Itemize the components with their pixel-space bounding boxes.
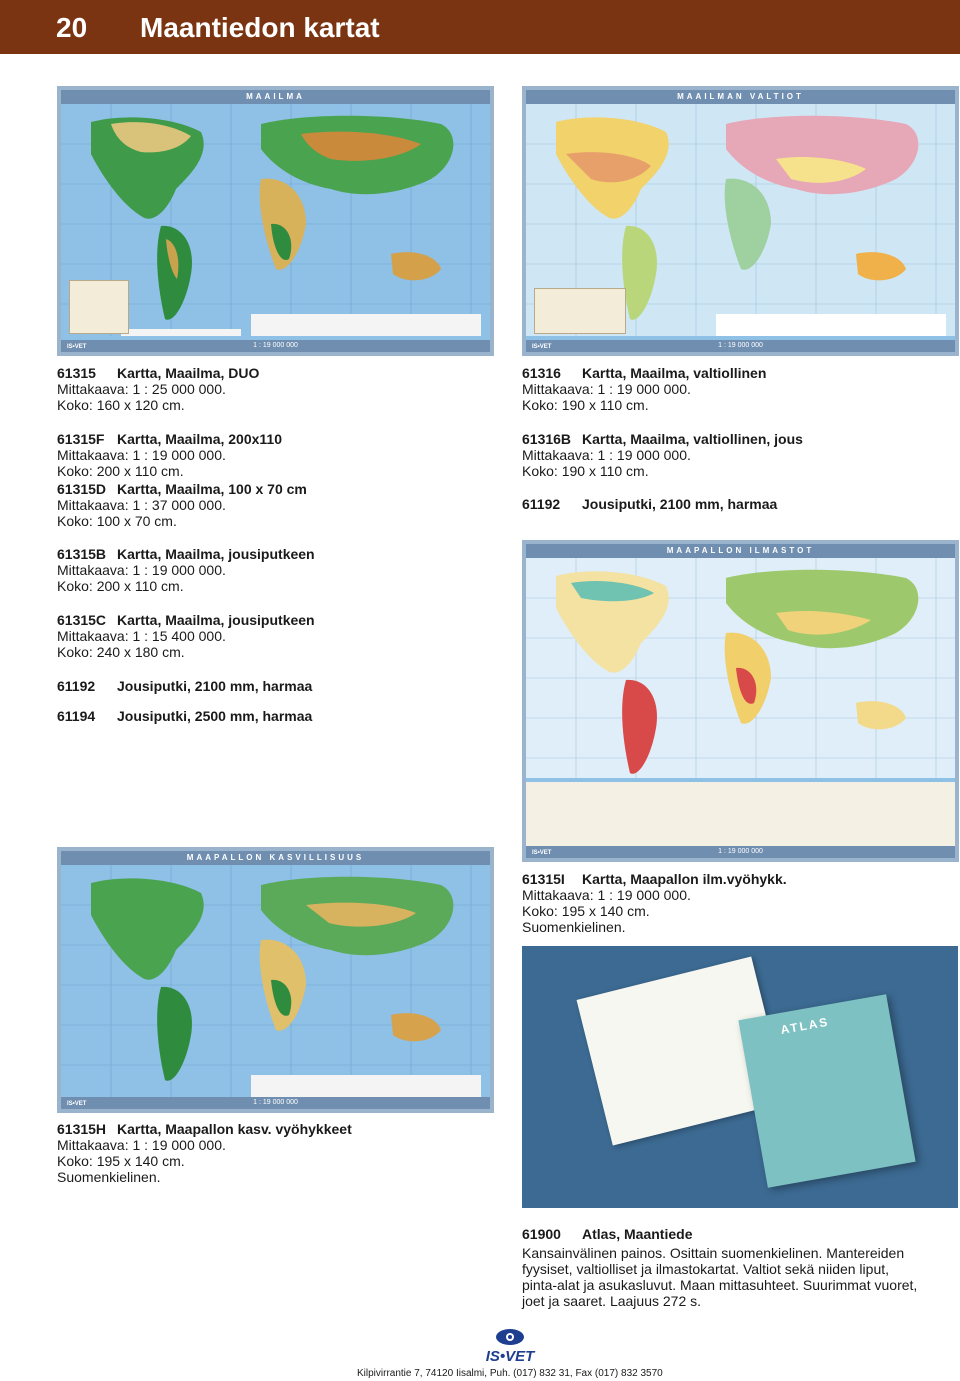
map-title: MAAPALLON ILMASTOT (526, 544, 955, 558)
product-61194 (57, 708, 312, 724)
product-code: 61192 (522, 496, 561, 512)
product-description-line: pinta-alat ja asukasluvut. Maan mittasuhteet. Suurimmat vuoret, (522, 1277, 918, 1293)
footer-address: Kilpivirrantie 7, 74120 Iisalmi, Puh. (017) 832 31, Fax (017) 832 3570 (357, 1368, 663, 1379)
page-title: Maantiedon kartat (140, 12, 380, 43)
product-code: 61315B (57, 546, 107, 562)
product-code: 61316B (522, 431, 572, 447)
product-code: 61316 (522, 365, 561, 381)
product-scale: Mittakaava: 1 : 15 400 000. (57, 628, 226, 644)
product-name: Kartta, Maapallon ilm.vyöhykk. (582, 871, 787, 887)
product-61192 (57, 678, 312, 694)
map-publisher-logo: IS•VET (532, 344, 552, 350)
product-size: Koko: 200 x 110 cm. (57, 463, 184, 479)
map-scale-label: 1 : 19 000 000 (718, 342, 763, 349)
product-code: 61315C (57, 612, 107, 628)
product-code: 61194 (57, 708, 96, 724)
map-valtiot (522, 86, 959, 356)
product-code: 61900 (522, 1226, 561, 1242)
product-code: 61315D (57, 481, 107, 497)
map-scale-label: 1 : 19 000 000 (253, 1099, 298, 1106)
product-61192-right (522, 496, 777, 512)
product-size: Koko: 195 x 140 cm. (522, 903, 650, 919)
product-name: Kartta, Maailma, valtiollinen (582, 365, 767, 381)
product-name: Kartta, Maailma, DUO (117, 365, 260, 381)
product-61315I (522, 871, 787, 935)
map-title: MAAILMAN VALTIOT (526, 90, 955, 104)
map-publisher-logo: IS•VET (532, 850, 552, 856)
product-size: Koko: 195 x 140 cm. (57, 1153, 185, 1169)
header-rule (0, 54, 960, 56)
product-size: Koko: 100 x 70 cm. (57, 513, 177, 529)
product-size: Koko: 200 x 110 cm. (57, 578, 184, 594)
product-name: Atlas, Maantiede (582, 1226, 693, 1242)
product-code: 61315I (522, 871, 565, 887)
page-header (0, 0, 960, 56)
product-description-line: fyysiset, valtiolliset ja ilmastokartat. Valtiot sekä niiden liput, (522, 1261, 890, 1277)
product-scale: Mittakaava: 1 : 19 000 000. (57, 562, 226, 578)
product-scale: Mittakaava: 1 : 19 000 000. (522, 887, 691, 903)
product-code: 61315 (57, 365, 96, 381)
map-scale-label: 1 : 19 000 000 (253, 342, 298, 349)
product-name: Kartta, Maapallon kasv. vyöhykkeet (117, 1121, 352, 1137)
map-ilmastot (522, 540, 959, 862)
product-scale: Mittakaava: 1 : 37 000 000. (57, 497, 226, 513)
product-61315D (57, 481, 307, 529)
product-size: Koko: 160 x 120 cm. (57, 397, 185, 413)
product-name: Kartta, Maailma, valtiollinen, jous (582, 431, 803, 447)
product-61900 (522, 1226, 917, 1309)
map-publisher-logo: IS•VET (67, 344, 87, 350)
product-name: Jousiputki, 2100 mm, harmaa (117, 678, 313, 694)
product-61316 (522, 365, 766, 413)
product-name: Jousiputki, 2100 mm, harmaa (582, 496, 778, 512)
product-61315H (57, 1121, 352, 1185)
climate-diagrams-strip (526, 782, 955, 846)
map-vegetation-image (61, 865, 490, 1097)
map-legend (69, 280, 129, 334)
page-number: 20 (56, 12, 88, 43)
logo-text: IS•VET (485, 1348, 535, 1365)
map-kasvillisuus (57, 847, 494, 1113)
product-scale: Mittakaava: 1 : 19 000 000. (522, 381, 691, 397)
atlas-cover-title: ATLAS (779, 1014, 831, 1038)
map-publisher-logo: IS•VET (67, 1101, 87, 1107)
product-scale: Mittakaava: 1 : 19 000 000. (57, 447, 226, 463)
product-61315C (57, 612, 315, 660)
product-code: 61192 (57, 678, 96, 694)
product-code: 61315F (57, 431, 105, 447)
product-name: Kartta, Maailma, jousiputkeen (117, 612, 315, 628)
map-title: MAAILMA (61, 90, 490, 104)
atlas-cover (738, 994, 915, 1187)
isvet-logo (466, 1325, 554, 1365)
product-scale: Mittakaava: 1 : 19 000 000. (57, 1137, 226, 1153)
product-scale: Mittakaava: 1 : 19 000 000. (522, 447, 691, 463)
product-61315B (57, 546, 315, 594)
map-scale-label: 1 : 19 000 000 (718, 848, 763, 855)
map-maailma (57, 86, 494, 356)
product-name: Kartta, Maailma, 200x110 (117, 431, 282, 447)
product-size: Koko: 190 x 110 cm. (522, 397, 649, 413)
product-language: Suomenkielinen. (522, 919, 626, 935)
product-size: Koko: 190 x 110 cm. (522, 463, 649, 479)
map-climate-image (526, 558, 955, 778)
product-code: 61315H (57, 1121, 107, 1137)
product-61315 (57, 365, 259, 413)
product-description-line: joet ja saaret. Laajuus 272 s. (522, 1293, 702, 1309)
product-61315F (57, 431, 282, 479)
product-scale: Mittakaava: 1 : 25 000 000. (57, 381, 226, 397)
atlas-photo (522, 946, 958, 1208)
map-legend (534, 288, 626, 334)
product-name: Kartta, Maailma, 100 x 70 cm (117, 481, 307, 497)
map-title: MAAPALLON KASVILLISUUS (61, 851, 490, 865)
product-name: Jousiputki, 2500 mm, harmaa (117, 708, 313, 724)
product-61316B (522, 431, 803, 479)
product-description-line: Kansainvälinen painos. Osittain suomenkielinen. Mantereiden (522, 1245, 905, 1261)
product-language: Suomenkielinen. (57, 1169, 161, 1185)
product-name: Kartta, Maailma, jousiputkeen (117, 546, 315, 562)
product-size: Koko: 240 x 180 cm. (57, 644, 185, 660)
